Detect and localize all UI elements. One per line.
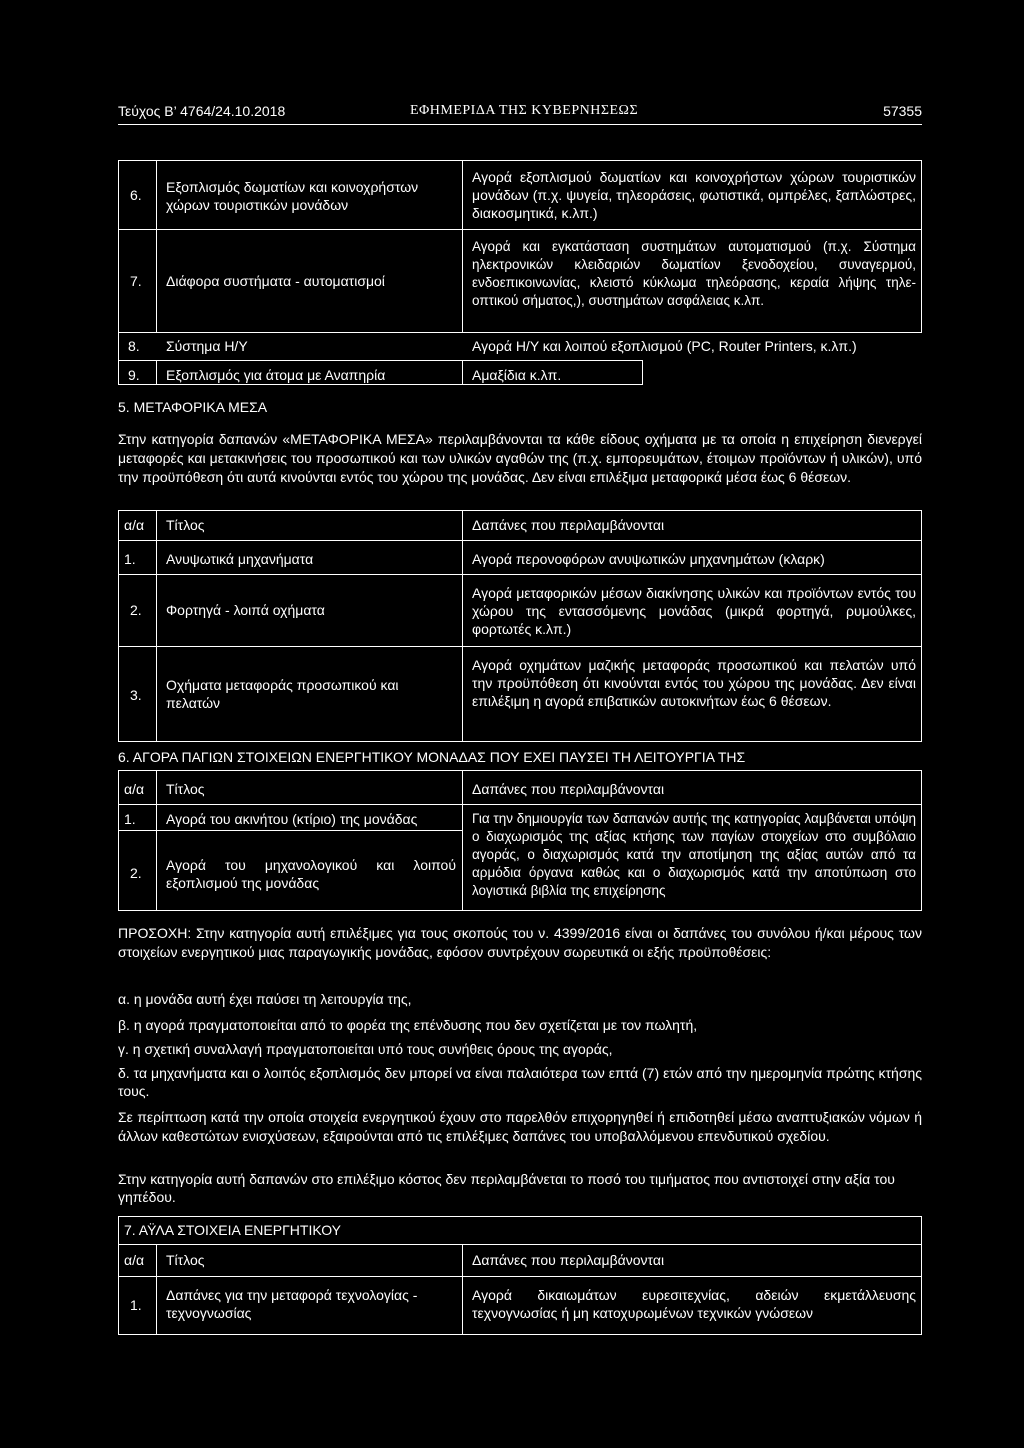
col-header-desc: Δαπάνες που περιλαμβάνονται — [472, 1252, 665, 1268]
table-row-title: Εξοπλισμός δωματίων και κοινοχρήστων χώρων τουριστικών μονάδων — [166, 179, 419, 213]
note-text: ΠΡΟΣΟΧΗ: Στην κατηγορία αυτή επιλέξιμες για τους σκοπούς του ν. 4399/2016 είναι οι δαπάνες του συνόλου ή/και μέρους των στοιχείων ενεργητικού μιας παραγωγικής μονάδας, εφόσον συντρέχουν σωρευτικά οι εξής προϋποθέσεις: — [118, 925, 922, 960]
paragraph: Στην κατηγορία αυτή δαπανών στο επιλέξιμο κόστος δεν περιλαμβάνεται το ποσό του τιμήματος που αντιστοιχεί στην αξία του γηπέδου. — [118, 1171, 895, 1205]
condition-item: γ. η σχετική συναλλαγή πραγματοποιείται υπό τους συνήθεις όρους της αγοράς, — [118, 1041, 613, 1057]
table-row-num: 1. — [124, 811, 136, 827]
table-row-desc: Αμαξίδια κ.λπ. — [472, 367, 562, 383]
condition-item: β. η αγορά πραγματοποιείται από το φορέα της επένδυσης που δεν σχετίζεται με τον πωλητή, — [118, 1017, 698, 1033]
table-row-num: 6. — [130, 187, 142, 203]
table-row-title: Φορτηγά - λοιπά οχήματα — [166, 602, 325, 618]
section-body: Στην κατηγορία δαπανών «ΜΕΤΑΦΟΡΙΚΑ ΜΕΣΑ» περιλαμβάνονται τα κάθε είδους οχήματα με τα οποία η επιχείρηση διενεργεί μεταφορές και μετακινήσεις του προσωπικού και των υλικών αγαθών της (π.χ. εμπορευμάτων, έτοιμων προϊόντων ή υλικών), υπό την προϋπόθεση ότι αυτά κινούνται εντός του χώρου της μονάδας. Δεν είναι επιλέξιμα μεταφορικά μέσα έως 6 θέσεων. — [118, 431, 922, 485]
table-row-title: Διάφορα συστήματα - αυτοματισμοί — [166, 273, 385, 289]
table-row-num: 8. — [128, 338, 140, 354]
table-row-num: 2. — [130, 602, 142, 618]
condition-item: α. η μονάδα αυτή έχει παύσει τη λειτουργία της, — [118, 991, 412, 1007]
col-header-title: Τίτλος — [166, 781, 205, 797]
table-row-desc: Αγορά Η/Υ και λοιπού εξοπλισμού (PC, Router Printers, κ.λπ.) — [472, 338, 857, 354]
table-row-desc: Αγορά δικαιωμάτων ευρεσιτεχνίας, αδειών εκμετάλλευσης τεχνογνωσίας ή μη κατοχυρωμένων τεχνικών γνώσεων — [472, 1287, 916, 1321]
table-row-desc: Αγορά οχημάτων μαζικής μεταφοράς προσωπικού και πελατών υπό την προϋπόθεση ότι κινούνται εντός του χώρου της μονάδας. Δεν είναι επιλέξιμη η αγορά επιβατικών αυτοκινήτων έως 6 θέσεων. — [472, 657, 916, 709]
table-row-num: 1. — [124, 551, 136, 567]
gazette-title: ΕΦΗΜΕΡΙΔΑ ΤΗΣ ΚΥΒΕΡΝΗΣΕΩΣ — [410, 103, 639, 118]
col-header-num: α/α — [124, 1252, 145, 1268]
table-row-num: 2. — [130, 865, 142, 881]
section-heading: 7. ΑΫΛΑ ΣΤΟΙΧΕΙΑ ΕΝΕΡΓΗΤΙΚΟΥ — [124, 1222, 342, 1238]
col-header-num: α/α — [124, 781, 145, 797]
table-row-title: Αγορά του ακινήτου (κτίριο) της μονάδας — [166, 811, 418, 827]
col-header-desc: Δαπάνες που περιλαμβάνονται — [472, 781, 665, 797]
condition-item: δ. τα μηχανήματα και ο λοιπός εξοπλισμός δεν μπορεί να είναι παλαιότερα των επτά (7) ετών από την ημερομηνία πρώτης κτήσης τους. — [118, 1065, 922, 1099]
table-row-title: Οχήματα μεταφοράς προσωπικού και πελατών — [166, 677, 399, 711]
table-row-desc: Αγορά μεταφορικών μέσων διακίνησης υλικών και προϊόντων εντός του χώρου της εντασσόμενης μονάδας (μικρά φορτηγά, ρυμούλκες, φορτωτές κ.λπ.) — [472, 585, 916, 637]
col-header-title: Τίτλος — [166, 517, 205, 533]
table-desc: Για την δημιουργία των δαπανών αυτής της κατηγορίας λαμβάνεται υπόψη ο διαχωρισμός της αξίας κτήσης των παγίων στοιχείων στο συμβόλαιο αγοράς, ο διαχωρισμός κατά την αποτίμηση της αξίας αυτών από τα αρμόδια όργανα καθώς και ο διαχωρισμός κατά την αποτύπωση στο λογιστικά βιβλία της επιχείρησης — [472, 811, 916, 898]
col-header-desc: Δαπάνες που περιλαμβάνονται — [472, 517, 665, 533]
table-row-desc: Αγορά και εγκατάσταση συστημάτων αυτοματισμού (π.χ. Σύστημα ηλεκτρονικών κλειδαριών δωματίων ξενοδοχείου, συναγερμού, ενδοεπικοινωνίας, κλειστό κύκλωμα τηλεόρασης, κεραία λήψης τηλε-οπτικού σήματος,), συστημάτων ασφάλειας κ.λπ. — [472, 239, 916, 308]
section-heading: 5. ΜΕΤΑΦΟΡΙΚΑ ΜΕΣΑ — [118, 399, 268, 415]
table-row-title: Αγορά του μηχανολογικού και λοιπού εξοπλισμού της μονάδας — [166, 857, 456, 891]
page-header — [118, 102, 922, 125]
table-row-desc: Αγορά εξοπλισμού δωματίων και κοινοχρήστων χώρων τουριστικών μονάδων (π.χ. ψυγεία, τηλεοράσεις, φωτιστικά, ομπρέλες, ξαπλώστρες, διακοσμητικά, κ.λπ.) — [472, 169, 916, 221]
paragraph: Σε περίπτωση κατά την οποία στοιχεία ενεργητικού έχουν στο παρελθόν επιχορηγηθεί ή επιδοτηθεί μέσω αναπτυξιακών νόμων ή άλλων καθεστώτων ενισχύσεων, εξαιρούνται από τις επιλέξιμες δαπάνες του υποβαλλόμενου επενδυτικού σχεδίου. — [118, 1109, 922, 1144]
col-header-num: α/α — [124, 517, 145, 533]
table-row-desc: Αγορά περονοφόρων ανυψωτικών μηχανημάτων (κλαρκ) — [472, 551, 825, 567]
table-row-num: 7. — [130, 273, 142, 289]
issue-number: Τεύχος Β’ 4764/24.10.2018 — [118, 103, 286, 119]
page-number: 57355 — [883, 103, 922, 119]
table-row-title: Εξοπλισμός για άτομα με Αναπηρία — [166, 367, 386, 383]
table-row-num: 9. — [128, 367, 140, 383]
table-row-title: Σύστημα Η/Υ — [166, 338, 248, 354]
table-row-title: Δαπάνες για την μεταφορά τεχνολογίας - τεχνογνωσίας — [166, 1287, 418, 1321]
table-row-num: 1. — [130, 1297, 142, 1313]
section-heading: 6. ΑΓΟΡΑ ΠΑΓΙΩΝ ΣΤΟΙΧΕΙΩΝ ΕΝΕΡΓΗΤΙΚΟΥ ΜΟΝΑΔΑΣ ΠΟΥ ΕΧΕΙ ΠΑΥΣΕΙ ΤΗ ΛΕΙΤΟΥΡΓΙΑ ΤΗΣ — [118, 749, 746, 765]
table-row-num: 3. — [130, 687, 142, 703]
col-header-title: Τίτλος — [166, 1252, 205, 1268]
table-row-title: Ανυψωτικά μηχανήματα — [166, 551, 314, 567]
